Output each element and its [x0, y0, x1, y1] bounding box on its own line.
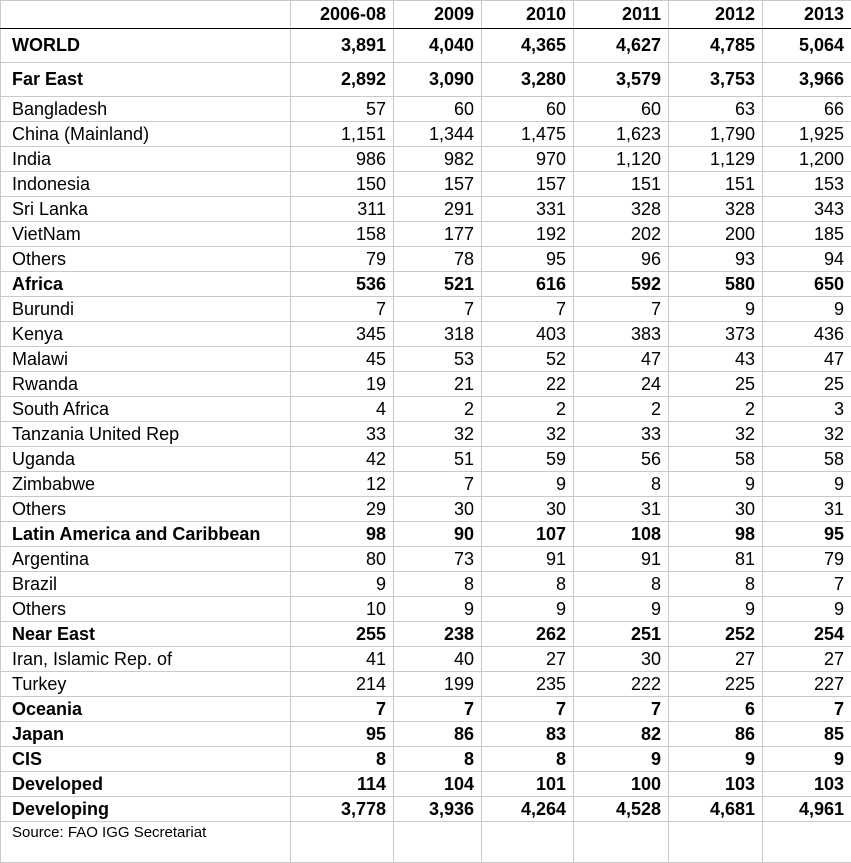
value-cell: 25: [669, 372, 763, 397]
header-2006-08: 2006-08: [291, 1, 394, 29]
value-cell: 9: [482, 597, 574, 622]
row-label: Tanzania United Rep: [1, 422, 291, 447]
value-cell: 7: [763, 572, 851, 597]
value-cell: 9: [574, 747, 669, 772]
value-cell: 9: [291, 572, 394, 597]
value-cell: 30: [669, 497, 763, 522]
value-cell: 383: [574, 322, 669, 347]
value-cell: 1,475: [482, 122, 574, 147]
value-cell: 3,753: [669, 63, 763, 97]
value-cell: 51: [394, 447, 482, 472]
value-cell: 52: [482, 347, 574, 372]
empty-cell: [482, 822, 574, 863]
value-cell: 60: [574, 97, 669, 122]
value-cell: 3,280: [482, 63, 574, 97]
value-cell: 80: [291, 547, 394, 572]
value-cell: 255: [291, 622, 394, 647]
value-cell: 151: [574, 172, 669, 197]
table-row: [1, 297, 851, 322]
value-cell: 9: [669, 297, 763, 322]
row-label: Bangladesh: [1, 97, 291, 122]
table-row: [1, 447, 851, 472]
value-cell: 27: [763, 647, 851, 672]
row-label: Turkey: [1, 672, 291, 697]
value-cell: 6: [669, 697, 763, 722]
value-cell: 214: [291, 672, 394, 697]
table-row: [1, 522, 851, 547]
row-label: Burundi: [1, 297, 291, 322]
value-cell: 81: [669, 547, 763, 572]
value-cell: 8: [394, 572, 482, 597]
table-row: [1, 122, 851, 147]
value-cell: 7: [763, 697, 851, 722]
value-cell: 7: [291, 697, 394, 722]
value-cell: 47: [574, 347, 669, 372]
value-cell: 93: [669, 247, 763, 272]
row-label: Sri Lanka: [1, 197, 291, 222]
value-cell: 318: [394, 322, 482, 347]
value-cell: 986: [291, 147, 394, 172]
value-cell: 59: [482, 447, 574, 472]
table-row: [1, 772, 851, 797]
value-cell: 21: [394, 372, 482, 397]
row-label: India: [1, 147, 291, 172]
row-label: CIS: [1, 747, 291, 772]
row-label: VietNam: [1, 222, 291, 247]
value-cell: 328: [669, 197, 763, 222]
value-cell: 1,623: [574, 122, 669, 147]
table-row: [1, 372, 851, 397]
value-cell: 4,264: [482, 797, 574, 822]
table-row: [1, 29, 851, 63]
value-cell: 252: [669, 622, 763, 647]
value-cell: 7: [394, 297, 482, 322]
header-2010: 2010: [482, 1, 574, 29]
value-cell: 101: [482, 772, 574, 797]
value-cell: 9: [669, 597, 763, 622]
value-cell: 91: [574, 547, 669, 572]
value-cell: 2,892: [291, 63, 394, 97]
value-cell: 373: [669, 322, 763, 347]
value-cell: 185: [763, 222, 851, 247]
table-row: [1, 272, 851, 297]
value-cell: 1,200: [763, 147, 851, 172]
row-label: Argentina: [1, 547, 291, 572]
value-cell: 970: [482, 147, 574, 172]
value-cell: 103: [763, 772, 851, 797]
empty-cell: [574, 822, 669, 863]
header-2012: 2012: [669, 1, 763, 29]
row-label: Oceania: [1, 697, 291, 722]
value-cell: 19: [291, 372, 394, 397]
value-cell: 2: [482, 397, 574, 422]
value-cell: 328: [574, 197, 669, 222]
table-row: [1, 97, 851, 122]
value-cell: 32: [763, 422, 851, 447]
table-row: [1, 672, 851, 697]
value-cell: 32: [669, 422, 763, 447]
row-label: China (Mainland): [1, 122, 291, 147]
value-cell: 33: [574, 422, 669, 447]
value-cell: 60: [394, 97, 482, 122]
value-cell: 9: [763, 747, 851, 772]
value-cell: 616: [482, 272, 574, 297]
value-cell: 9: [574, 597, 669, 622]
value-cell: 32: [482, 422, 574, 447]
value-cell: 343: [763, 197, 851, 222]
row-label: Others: [1, 497, 291, 522]
value-cell: 158: [291, 222, 394, 247]
table-row: [1, 697, 851, 722]
value-cell: 200: [669, 222, 763, 247]
value-cell: 7: [394, 697, 482, 722]
value-cell: 53: [394, 347, 482, 372]
value-cell: 9: [669, 747, 763, 772]
value-cell: 108: [574, 522, 669, 547]
value-cell: 157: [394, 172, 482, 197]
table-row: [1, 472, 851, 497]
value-cell: 3,966: [763, 63, 851, 97]
table-row: [1, 197, 851, 222]
value-cell: 150: [291, 172, 394, 197]
value-cell: 225: [669, 672, 763, 697]
value-cell: 25: [763, 372, 851, 397]
row-label: Japan: [1, 722, 291, 747]
row-label: Africa: [1, 272, 291, 297]
value-cell: 7: [394, 472, 482, 497]
value-cell: 94: [763, 247, 851, 272]
value-cell: 9: [394, 597, 482, 622]
table-row: [1, 397, 851, 422]
value-cell: 9: [763, 597, 851, 622]
value-cell: 3,936: [394, 797, 482, 822]
value-cell: 9: [669, 472, 763, 497]
value-cell: 1,344: [394, 122, 482, 147]
row-label: Rwanda: [1, 372, 291, 397]
value-cell: 403: [482, 322, 574, 347]
value-cell: 24: [574, 372, 669, 397]
row-label: Iran, Islamic Rep. of: [1, 647, 291, 672]
value-cell: 8: [669, 572, 763, 597]
value-cell: 222: [574, 672, 669, 697]
table-body: [1, 29, 851, 822]
value-cell: 8: [482, 747, 574, 772]
source-note: Source: FAO IGG Secretariat: [1, 822, 291, 863]
value-cell: 9: [482, 472, 574, 497]
value-cell: 33: [291, 422, 394, 447]
value-cell: 7: [574, 697, 669, 722]
value-cell: 8: [482, 572, 574, 597]
row-label: Zimbabwe: [1, 472, 291, 497]
value-cell: 7: [482, 697, 574, 722]
row-label: Far East: [1, 63, 291, 97]
value-cell: 63: [669, 97, 763, 122]
row-label: Others: [1, 597, 291, 622]
table-row: [1, 422, 851, 447]
value-cell: 9: [763, 297, 851, 322]
value-cell: 192: [482, 222, 574, 247]
value-cell: 66: [763, 97, 851, 122]
value-cell: 58: [669, 447, 763, 472]
value-cell: 95: [482, 247, 574, 272]
value-cell: 8: [291, 747, 394, 772]
value-cell: 592: [574, 272, 669, 297]
value-cell: 3,579: [574, 63, 669, 97]
table-row: [1, 597, 851, 622]
value-cell: 29: [291, 497, 394, 522]
value-cell: 98: [291, 522, 394, 547]
value-cell: 9: [763, 472, 851, 497]
value-cell: 100: [574, 772, 669, 797]
value-cell: 98: [669, 522, 763, 547]
header-2011: 2011: [574, 1, 669, 29]
table-row: [1, 722, 851, 747]
value-cell: 331: [482, 197, 574, 222]
value-cell: 227: [763, 672, 851, 697]
value-cell: 2: [394, 397, 482, 422]
table-row: [1, 572, 851, 597]
value-cell: 7: [291, 297, 394, 322]
value-cell: 291: [394, 197, 482, 222]
value-cell: 4,627: [574, 29, 669, 63]
table-row: [1, 322, 851, 347]
value-cell: 536: [291, 272, 394, 297]
value-cell: 4,785: [669, 29, 763, 63]
value-cell: 153: [763, 172, 851, 197]
value-cell: 3,778: [291, 797, 394, 822]
value-cell: 254: [763, 622, 851, 647]
value-cell: 650: [763, 272, 851, 297]
table-row: [1, 622, 851, 647]
value-cell: 436: [763, 322, 851, 347]
table-row: [1, 647, 851, 672]
value-cell: 96: [574, 247, 669, 272]
table-row: [1, 547, 851, 572]
value-cell: 41: [291, 647, 394, 672]
value-cell: 5,064: [763, 29, 851, 63]
row-label: Uganda: [1, 447, 291, 472]
value-cell: 1,129: [669, 147, 763, 172]
table-row: [1, 497, 851, 522]
value-cell: 235: [482, 672, 574, 697]
value-cell: 238: [394, 622, 482, 647]
value-cell: 1,790: [669, 122, 763, 147]
value-cell: 2: [574, 397, 669, 422]
value-cell: 85: [763, 722, 851, 747]
value-cell: 251: [574, 622, 669, 647]
empty-cell: [291, 822, 394, 863]
value-cell: 4,681: [669, 797, 763, 822]
value-cell: 86: [669, 722, 763, 747]
table-row: [1, 172, 851, 197]
value-cell: 42: [291, 447, 394, 472]
row-label: Developed: [1, 772, 291, 797]
source-row: [1, 822, 851, 863]
value-cell: 90: [394, 522, 482, 547]
table-row: [1, 222, 851, 247]
value-cell: 311: [291, 197, 394, 222]
value-cell: 78: [394, 247, 482, 272]
value-cell: 27: [669, 647, 763, 672]
value-cell: 79: [291, 247, 394, 272]
value-cell: 91: [482, 547, 574, 572]
value-cell: 8: [394, 747, 482, 772]
value-cell: 82: [574, 722, 669, 747]
row-label: Brazil: [1, 572, 291, 597]
value-cell: 982: [394, 147, 482, 172]
row-label: Developing: [1, 797, 291, 822]
value-cell: 83: [482, 722, 574, 747]
row-label: Near East: [1, 622, 291, 647]
row-label: WORLD: [1, 29, 291, 63]
row-label: Latin America and Caribbean: [1, 522, 291, 547]
value-cell: 43: [669, 347, 763, 372]
row-label: Malawi: [1, 347, 291, 372]
header-corner: [1, 1, 291, 29]
value-cell: 151: [669, 172, 763, 197]
row-label: Indonesia: [1, 172, 291, 197]
value-cell: 104: [394, 772, 482, 797]
row-label: South Africa: [1, 397, 291, 422]
value-cell: 3,090: [394, 63, 482, 97]
value-cell: 31: [763, 497, 851, 522]
table-row: [1, 797, 851, 822]
table-row: [1, 347, 851, 372]
table-row: [1, 63, 851, 97]
value-cell: 58: [763, 447, 851, 472]
value-cell: 262: [482, 622, 574, 647]
value-cell: 30: [482, 497, 574, 522]
value-cell: 1,925: [763, 122, 851, 147]
value-cell: 114: [291, 772, 394, 797]
value-cell: 40: [394, 647, 482, 672]
row-label: Kenya: [1, 322, 291, 347]
value-cell: 2: [669, 397, 763, 422]
value-cell: 86: [394, 722, 482, 747]
table-row: [1, 247, 851, 272]
value-cell: 107: [482, 522, 574, 547]
value-cell: 8: [574, 572, 669, 597]
value-cell: 56: [574, 447, 669, 472]
header-row: [1, 1, 851, 29]
value-cell: 345: [291, 322, 394, 347]
value-cell: 30: [574, 647, 669, 672]
table-row: [1, 147, 851, 172]
value-cell: 4,528: [574, 797, 669, 822]
value-cell: 8: [574, 472, 669, 497]
value-cell: 57: [291, 97, 394, 122]
value-cell: 95: [291, 722, 394, 747]
value-cell: 12: [291, 472, 394, 497]
value-cell: 31: [574, 497, 669, 522]
table-row: [1, 747, 851, 772]
value-cell: 60: [482, 97, 574, 122]
value-cell: 521: [394, 272, 482, 297]
value-cell: 202: [574, 222, 669, 247]
value-cell: 4,040: [394, 29, 482, 63]
value-cell: 30: [394, 497, 482, 522]
value-cell: 1,120: [574, 147, 669, 172]
value-cell: 103: [669, 772, 763, 797]
value-cell: 10: [291, 597, 394, 622]
value-cell: 3,891: [291, 29, 394, 63]
header-2013: 2013: [763, 1, 851, 29]
header-2009: 2009: [394, 1, 482, 29]
empty-cell: [394, 822, 482, 863]
empty-cell: [669, 822, 763, 863]
value-cell: 32: [394, 422, 482, 447]
row-label: Others: [1, 247, 291, 272]
value-cell: 27: [482, 647, 574, 672]
value-cell: 7: [482, 297, 574, 322]
value-cell: 580: [669, 272, 763, 297]
value-cell: 4,365: [482, 29, 574, 63]
value-cell: 4: [291, 397, 394, 422]
value-cell: 4,961: [763, 797, 851, 822]
value-cell: 7: [574, 297, 669, 322]
value-cell: 45: [291, 347, 394, 372]
value-cell: 3: [763, 397, 851, 422]
value-cell: 199: [394, 672, 482, 697]
empty-cell: [763, 822, 851, 863]
value-cell: 79: [763, 547, 851, 572]
value-cell: 157: [482, 172, 574, 197]
value-cell: 1,151: [291, 122, 394, 147]
value-cell: 73: [394, 547, 482, 572]
value-cell: 22: [482, 372, 574, 397]
value-cell: 177: [394, 222, 482, 247]
value-cell: 47: [763, 347, 851, 372]
value-cell: 95: [763, 522, 851, 547]
